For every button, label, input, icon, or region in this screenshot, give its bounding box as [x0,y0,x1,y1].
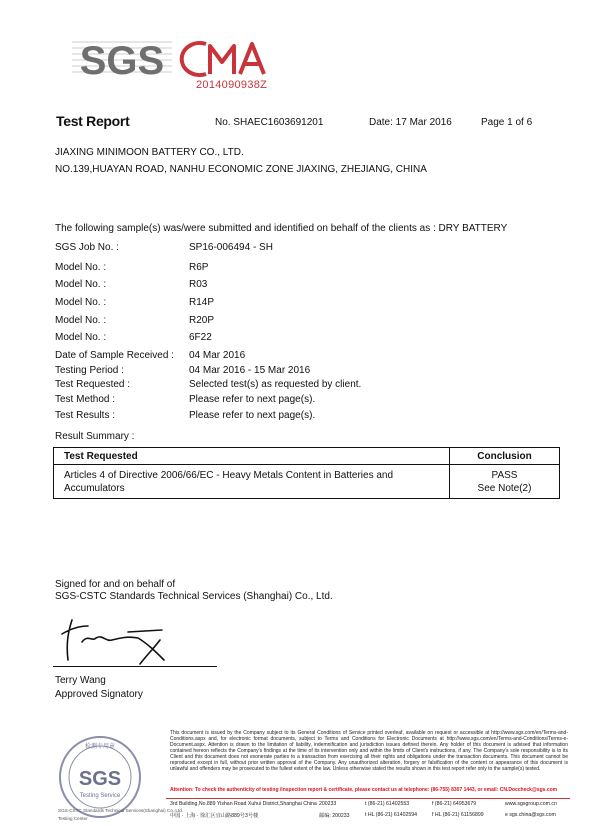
field-label: Model No. : [55,315,107,326]
test-cell [54,465,450,499]
field-value: 04 Mar 2016 - 15 Mar 2016 [189,365,311,376]
seal-subtitle: Testing Service [79,793,121,799]
field-value: Selected test(s) as requested by client. [189,379,362,390]
signoff-line1: Signed for and on behalf of [55,579,176,590]
footer-address-en: 3rd Building,No.889 Yishan Road Xuhui District,Shanghai China [170,801,317,807]
field-value: 04 Mar 2016 [189,350,246,361]
conclusion-cell [450,465,560,499]
testing-seal [56,733,184,823]
field-value: Please refer to next page(s). [189,410,316,421]
field-label: Test Requested : [55,379,131,390]
test-cell-line: Articles 4 of Directive 2006/66/EC - Heavy Metals Content in Batteries and [64,469,394,481]
field-label: Testing Period : [55,365,124,376]
seal-logo-text: SGS [78,768,122,790]
field-label: Model No. : [55,332,107,343]
field-label: Model No. : [55,279,107,290]
report-number: No. SHAEC1603691201 [215,117,324,128]
field-label: Model No. : [55,262,107,273]
field-value: Please refer to next page(s). [189,394,316,405]
report-date: Date: 17 Mar 2016 [369,117,452,128]
cma-logo [192,38,270,80]
footer-fax-cn: f HL (86-21) 61156899 [432,812,484,818]
signature-line [53,666,217,667]
sgs-logo-text: SGS [79,39,165,83]
seal-company-sub: Testing Center [58,816,88,821]
table-row [54,465,560,499]
field-value: R20P [189,315,215,326]
client-address: NO.139,HUAYAN ROAD, NANHU ECONOMIC ZONE JIAXING, ZHEJIANG, CHINA [55,164,427,175]
seal-company: SGS-CSTC Standards Technical Services(Shanghai) Co.,Ltd. [58,808,184,813]
column-header-test: Test Requested [54,448,450,465]
field-value: 6F22 [189,332,212,343]
test-cell-line: Accumulators [64,482,125,494]
footer-tel-cn: t HL (86-21) 61402594 [365,812,418,818]
field-value: R14P [189,297,215,308]
seal-label: 检测专用章 [84,743,116,750]
sgs-logo [72,36,172,83]
footer-email[interactable]: e sgs.china@sgs.com [505,812,556,818]
result-summary-table [53,447,560,499]
conclusion-value: PASS [491,469,518,481]
field-value: R6P [189,262,209,273]
sample-intro: The following sample(s) was/were submitted and identified on behalf of the clients as : DRY BATTERY [55,223,508,234]
result-summary-label: Result Summary : [55,431,135,442]
signatory-name: Terry Wang [55,675,106,686]
footer-divider [166,798,570,799]
field-label: Date of Sample Received : [55,350,174,361]
footer-address-cn: 中国 · 上海 · 徐汇区宜山路889号3号楼 [170,813,259,819]
page-indicator: Page 1 of 6 [481,117,533,128]
field-label: Test Results : [55,410,116,421]
field-value: SP16-006494 - SH [189,242,273,253]
footer-disclaimer: This document is issued by the Company subject to its General Conditions of Service printed overleaf, available on request or accessible at http://www.sgs.com/en/Terms-and-Conditions.aspx and, for electronic format documents, subject to Terms and Conditions for Electronic Documents at http://www.sgs.com/en/Terms-and-Conditions/Terms-e-Document.aspx. Attention is drawn to the limitation of liability, indemnification and jurisdiction issues defined therein. Any holder of this document is advised that information contained hereon reflects the Company's findings at the time of its intervention only and within the limits of Client's instructions, if any. The Company's sole responsibility is to its Client and this document does not exonerate parties to a transaction from exercising all their rights and obligations under the transaction documents. This document cannot be reproduced except in full, without prior written approval of the Company. Any unauthorized alteration, forgery or falsification of the content or appearance of this document is unlawful and offenders may be prosecuted to the fullest extent of the law. Unless otherwise stated the results shown in this test report refer only to the sample(s) tested. [170,730,568,772]
field-label: SGS Job No. : [55,242,119,253]
footer-zip-en: 200233 [319,801,337,807]
client-name: JIAXING MINIMOON BATTERY CO., LTD. [55,147,244,158]
signoff-company: SGS-CSTC Standards Technical Services (Shanghai) Co., Ltd. [55,591,333,602]
field-label: Test Method : [55,394,116,405]
page-title: Test Report [56,113,130,129]
cma-accreditation-number: 2014090938Z [196,79,268,91]
field-value: R03 [189,279,208,290]
footer-website[interactable]: www.sgsgroup.com.cn [505,801,557,807]
footer-zip-cn: 邮编: 200233 [319,813,350,819]
field-label: Model No. : [55,297,107,308]
footer-fax-en: f (86-21) 64953679 [432,801,477,807]
signature-image [58,612,178,667]
column-header-conclusion: Conclusion [450,448,560,465]
footer-tel-en: t (86-21) 61402553 [365,801,410,807]
conclusion-note: See Note(2) [477,482,532,494]
footer-attention: Attention: To check the authenticity of testing /inspection report & certificate, please contact us at telephone: (86-755) 8307 1443, or email: CN.Doccheck@sgs.com [170,787,558,793]
table-header-row [54,448,560,465]
signatory-role: Approved Signatory [55,689,143,700]
